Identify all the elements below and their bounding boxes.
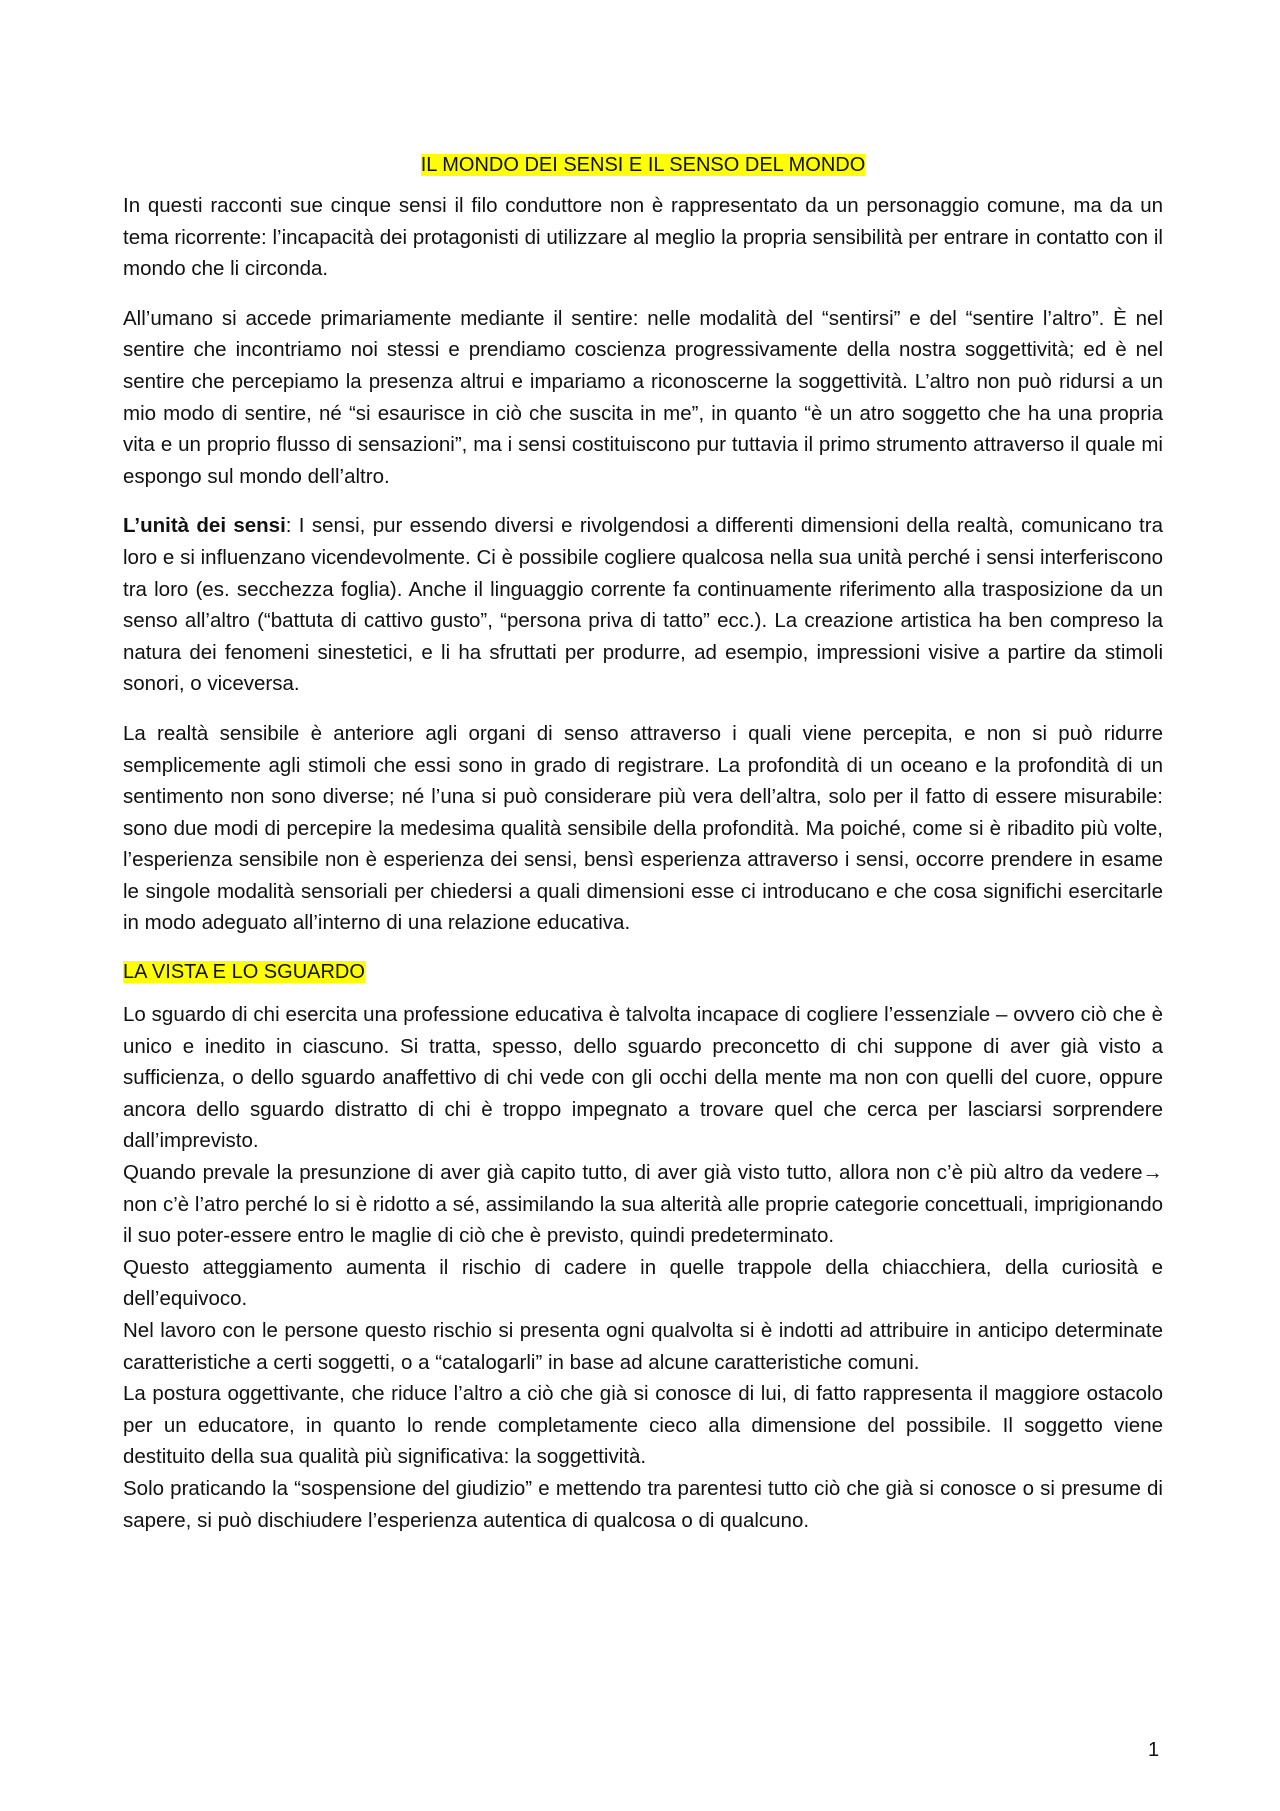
paragraph-presunzione bbox=[123, 1157, 1163, 1252]
paragraph-postura: La postura oggettivante, che riduce l’altro a ciò che già si conosce di lui, di fatto rappresenta il maggiore ostacolo per un educatore, in quanto lo rende completamente cieco alla dimensione del possibile. Il soggetto viene destituito della sua qualità più significativa: la soggettività. bbox=[123, 1382, 1163, 1469]
document-title bbox=[123, 150, 1163, 180]
paragraph-sospensione: Solo praticando la “sospensione del giudizio” e mettendo tra parentesi tutto ciò che già si conosce o si presume di sapere, si può dischiudere l’esperienza autentica di qualcosa o di qualcuno. bbox=[123, 1476, 1163, 1532]
arrow-right-icon: → bbox=[1142, 1161, 1163, 1185]
document-body bbox=[123, 150, 1163, 1536]
section-heading-highlight: LA VISTA E LO SGUARDO bbox=[123, 961, 365, 984]
paragraph-unita-text: : I sensi, pur essendo diversi e rivolgendosi a differenti dimensioni della realtà, comunicano tra loro e si influenzano vicendevolmente. Ci è possibile cogliere qualcosa nella sua unità perché i sensi interferiscono tra loro (es. secchezza foglia). Anche il linguaggio corrente fa continuamente riferimento alla trasposizione da un senso all’altro (“battuta di cattivo gusto”, “persona priva di tatto” ecc.). La creazione artistica ha ben compreso la natura dei fenomeni sinestetici, e li ha sfruttati per produrre, ad esempio, impressioni visive a partire da stimoli sonori, o viceversa. bbox=[123, 514, 1163, 696]
page-number: 1 bbox=[1148, 1739, 1160, 1761]
paragraph-intro: In questi racconti sue cinque sensi il filo conduttore non è rappresentato da un personaggio comune, ma da un tema ricorrente: l’incapacità dei protagonisti di utilizzare al meglio la propria sensibilità per entrare in contatto con il mondo che li circonda. bbox=[123, 194, 1163, 281]
paragraph-lavoro: Nel lavoro con le persone questo rischio si presenta ogni qualvolta si è indotti ad attribuire in anticipo determinate caratteristiche a certi soggetti, o a “catalogarli” in base ad alcune caratteristiche comuni. bbox=[123, 1319, 1163, 1374]
section-heading bbox=[123, 957, 1163, 987]
paragraph-presunzione-b: non c’è l’atro perché lo si è ridotto a sé, assimilando la sua alterità alle proprie categorie concettuali, imprigionando il suo poter-essere entro le maglie di ciò che è previsto, quindi predeterminato. bbox=[123, 1192, 1163, 1248]
paragraph-sentire: All’umano si accede primariamente mediante il sentire: nelle modalità del “sentirsi” e del “sentire l’altro”. È nel sentire che incontriamo noi stessi e prendiamo coscienza progressivamente della nostra soggettività; ed è nel sentire che percepiamo la presenza altrui e impariamo a riconoscerne la soggettività. L’altro non può ridursi a un mio modo di sentire, né “si esaurisce in ciò che suscita in me”, in quanto “è un atro soggetto che ha una propria vita e un proprio flusso di sensazioni”, ma i sensi costituiscono pur tuttavia il primo strumento attraverso il quale mi espongo sul mondo dell’altro. bbox=[123, 306, 1163, 488]
title-highlight: IL MONDO DEI SENSI E IL SENSO DEL MONDO bbox=[420, 154, 866, 176]
paragraph-lead-bold: L’unità dei sensi bbox=[123, 514, 286, 538]
paragraph-sguardo: Lo sguardo di chi esercita una professione educativa è talvolta incapace di cogliere l’essenziale – ovvero ciò che è unico e inedito in ciascuno. Si tratta, spesso, dello sguardo preconcetto di chi suppone di aver già visto a sufficienza, o dello sguardo anaffettivo di chi vede con gli occhi della mente ma non con quelli del cuore, oppure ancora dello sguardo distratto di chi è troppo impegnato a trovare quel che cerca per lasciarsi sorprendere dall’imprevisto. bbox=[123, 1003, 1163, 1153]
paragraph-realta-sensibile: La realtà sensibile è anteriore agli organi di senso attraverso i quali viene percepita, e non si può ridurre semplicemente agli stimoli che essi sono in grado di registrare. La profondità di un oceano e la profondità di un sentimento non sono diverse; né l’una si può considerare più vera dell’altra, solo per il fatto di essere misurabile: sono due modi di percepire la medesima qualità sensibile della profondità. Ma poiché, come si è ribadito più volte, l’esperienza sensibile non è esperienza dei sensi, bensì esperienza attraverso i sensi, occorre prendere in esame le singole modalità sensoriali per chiedersi a quali dimensioni esse ci introducano e che cosa significhi esercitarle in modo adeguato all’interno di una relazione educativa. bbox=[123, 721, 1163, 935]
paragraph-atteggiamento: Questo atteggiamento aumenta il rischio di cadere in quelle trappole della chiacchiera, della curiosità e dell’equivoco. bbox=[123, 1255, 1163, 1311]
paragraph-unita-sensi bbox=[123, 510, 1163, 700]
paragraph-presunzione-a: Quando prevale la presunzione di aver già capito tutto, di aver già visto tutto, allora non c’è più altro da vedere bbox=[123, 1161, 1143, 1185]
